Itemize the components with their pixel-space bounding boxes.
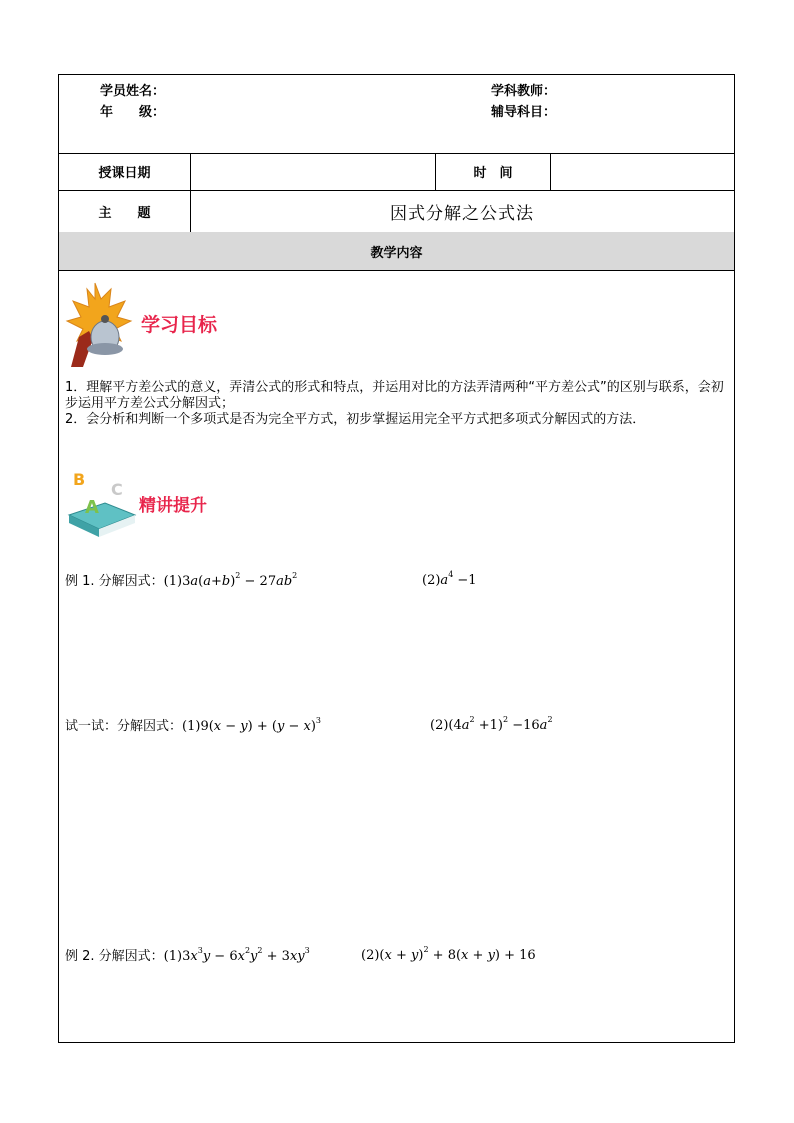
grade-label: 年 级：: [100, 105, 166, 120]
date-label: 授课日期: [98, 166, 151, 181]
example-1: 例 1. 分解因式：$(1)3a(a+b)^2 - 27ab^2$: [65, 571, 298, 589]
content-header: 教学内容: [59, 232, 734, 271]
lecture-badge: [65, 465, 235, 539]
example-1-part-2: $(2)a^4 -1$: [422, 570, 477, 588]
goals-badge: [65, 279, 235, 367]
teacher-label: 学科教师：: [491, 84, 557, 99]
lecture-badge-text: 精讲提升: [139, 496, 207, 516]
abc-book-icon: [69, 470, 135, 537]
goal-item-1: 1．理解平方差公式的意义，弄清公式的形式和特点，并运用对比的方法弄清两种“平方差公式”的区别与联系，会初步运用平方差公式分解因式；: [65, 380, 724, 411]
subject-label: 辅导科目：: [491, 105, 557, 120]
lesson-plan-frame: [58, 74, 735, 1043]
example-2: 例 2. 分解因式：$(1)3x^3y - 6x^2y^2 + 3xy^3$: [65, 946, 310, 964]
try-it-part-2: $(2)(4a^2 +1)^2 -16a^2$: [430, 715, 553, 733]
time-label: 时 间: [473, 166, 513, 181]
svg-text:A: A: [85, 497, 99, 518]
student-name-label: 学员姓名：: [100, 84, 166, 99]
schedule-row: [59, 153, 734, 191]
svg-text:C: C: [111, 480, 123, 499]
goals-badge-text: 学习目标: [141, 314, 218, 336]
student-info-row: [59, 75, 734, 154]
goal-item-2: 2．会分析和判断一个多项式是否为完全平方式，初步掌握运用完全平方式把多项式分解因式的方法．: [65, 412, 646, 427]
svg-text:B: B: [73, 470, 86, 489]
topic-value: 因式分解之公式法: [390, 203, 534, 224]
try-it: 试一试：分解因式：$(1)9(x - y) + (y - x)^3$: [65, 716, 322, 734]
topic-row: [59, 190, 734, 233]
topic-label: 主 题: [98, 205, 151, 221]
example-2-part-2: $(2)(x + y)^2 + 8(x + y) + 16$: [361, 945, 536, 963]
maple-leaf-icon: [67, 283, 131, 367]
